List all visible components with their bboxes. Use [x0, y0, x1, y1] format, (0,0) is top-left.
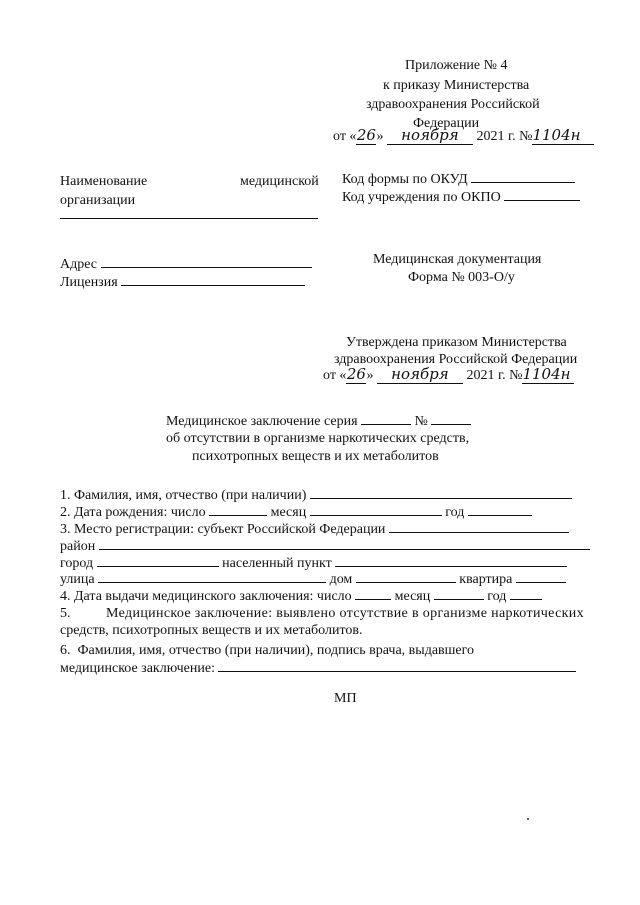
field-5-num: 5.	[60, 606, 71, 621]
field-6-num: 6.	[60, 643, 71, 658]
apartment-field[interactable]	[516, 570, 566, 583]
settlement-field[interactable]	[335, 554, 567, 567]
address-row	[60, 255, 312, 273]
handwritten-month-2: ноября	[377, 366, 463, 384]
date-mid: »	[376, 129, 384, 144]
issue-day-field[interactable]	[355, 587, 391, 600]
header-line1: Приложение № 4	[405, 58, 508, 73]
doctor-signature-field[interactable]	[218, 659, 576, 672]
date-year: 2021 г. №	[476, 129, 533, 144]
doc-type-line2: Форма № 003-О/у	[408, 270, 515, 285]
approved-line2: здравоохранения Российской Федерации	[334, 352, 578, 367]
org-label-line2: организации	[60, 193, 136, 208]
birth-year-field[interactable]	[468, 503, 532, 516]
approved-line1: Утверждена приказом Министерства	[346, 335, 567, 350]
house-field[interactable]	[356, 570, 456, 583]
approved-order-date: от «26» ноября 2021 г. №1104н	[323, 366, 574, 384]
field-4-row: 4. Дата выдачи медицинского заключения: число месяц год	[60, 587, 542, 605]
handwritten-month: ноября	[387, 127, 473, 145]
field-6-row	[60, 642, 474, 659]
birth-month-field[interactable]	[310, 503, 442, 516]
address-field[interactable]	[101, 255, 312, 268]
field-4-label: 4. Дата выдачи медицинского заключения: число	[60, 589, 352, 604]
okud-field[interactable]	[471, 170, 575, 183]
field-1-label: 1. Фамилия, имя, отчество (при наличии)	[60, 488, 307, 503]
birth-day-field[interactable]	[209, 503, 267, 516]
okud-label: Код формы по ОКУД	[342, 170, 575, 188]
field-3-label: 3. Место регистрации: субъект Российской Федерации	[60, 522, 386, 537]
rayon-row: район	[60, 537, 590, 555]
rayon-field[interactable]	[99, 537, 590, 550]
full-name-field[interactable]	[310, 486, 572, 499]
handwritten-day: 26	[356, 126, 376, 144]
field-1-row	[60, 486, 572, 504]
field-6-line2-row: медицинское заключение:	[60, 659, 576, 677]
field-5-row	[60, 605, 584, 622]
license-field[interactable]	[121, 273, 305, 286]
header-line2: к приказу Министерства	[383, 78, 530, 93]
license-label: Лицензия	[60, 275, 118, 290]
doc-type-line1: Медицинская документация	[373, 252, 542, 267]
issue-month-field[interactable]	[434, 587, 484, 600]
issue-year-field[interactable]	[510, 587, 542, 600]
field-2-row: 2. Дата рождения: число месяц год	[60, 503, 532, 521]
field-6-text: Фамилия, имя, отчество (при наличии), подпись врача, выдавшего	[77, 643, 475, 658]
handwritten-day-2: 26	[346, 365, 366, 383]
org-name-line	[60, 218, 318, 219]
city-field[interactable]	[97, 554, 219, 567]
address-label: Адрес	[60, 257, 98, 272]
org-label-right: медицинской	[240, 174, 319, 189]
field-5-text: Медицинское заключение: выявлено отсутствие в организме наркотических	[106, 606, 584, 621]
field-3-row	[60, 520, 569, 538]
org-label: Наименование	[60, 174, 148, 189]
title-line1: Медицинское заключение серия №	[166, 412, 471, 430]
field-2-label: 2. Дата рождения: число	[60, 505, 206, 520]
date-prefix: от «	[333, 129, 357, 144]
stamp-place: МП	[334, 691, 357, 706]
title-line2: об отсутствии в организме наркотических средств,	[166, 431, 470, 446]
header-order-date	[333, 127, 594, 145]
number-field[interactable]	[431, 412, 471, 425]
scan-dot	[527, 818, 529, 820]
okpo-field[interactable]	[504, 188, 580, 201]
header-line4: Федерации	[413, 116, 480, 131]
title-line3: психотропных веществ и их метаболитов	[192, 449, 439, 464]
region-field[interactable]	[389, 520, 569, 533]
city-row: город населенный пункт	[60, 554, 567, 572]
street-field[interactable]	[98, 570, 326, 583]
field-5-line2: средств, психотропных веществ и их метаболитов.	[60, 623, 363, 638]
series-field[interactable]	[361, 412, 411, 425]
okpo-label: Код учреждения по ОКПО	[342, 188, 580, 206]
handwritten-number-2: 1104н	[522, 366, 574, 384]
street-row: улица дом квартира	[60, 570, 566, 588]
handwritten-number: 1104н	[532, 127, 594, 145]
license-row	[60, 273, 305, 291]
header-line3: здравоохранения Российской	[366, 97, 540, 112]
